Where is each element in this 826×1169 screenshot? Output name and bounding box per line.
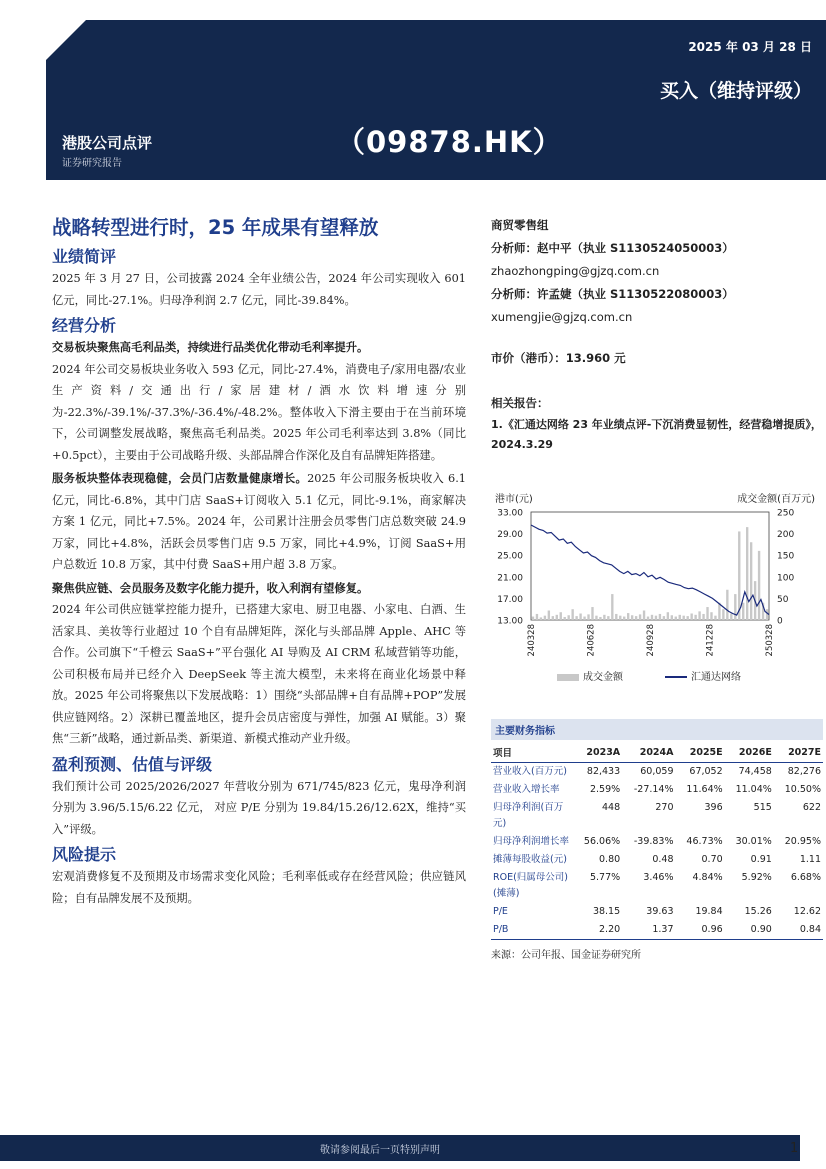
table-cell: 1.11 bbox=[799, 854, 821, 865]
volume-bar bbox=[746, 527, 748, 620]
table-cell: 4.84% bbox=[692, 872, 723, 883]
volume-bar bbox=[742, 603, 744, 620]
y-tick-label-left: 29.00 bbox=[497, 530, 523, 541]
table-row bbox=[491, 781, 823, 799]
volume-bar bbox=[556, 615, 558, 620]
paragraph: 2025 年 3 月 27 日，公司披露 2024 全年业绩公告，2024 年公司实现收入 601 亿元，同比-27.1%。归母净利润 2.7 亿元，同比-39.84%。 bbox=[52, 272, 466, 307]
table-cell: 74,458 bbox=[738, 766, 772, 777]
y-axis-right-label: 成交金额(百万元) bbox=[737, 494, 815, 505]
volume-bar bbox=[643, 610, 645, 620]
row-label: 营业收入增长率 bbox=[493, 784, 560, 795]
volume-bar bbox=[647, 617, 649, 620]
price-line bbox=[531, 525, 769, 615]
analyst-2: 分析师：许孟婕（执业 S1130522080003） bbox=[491, 287, 734, 301]
volume-bar bbox=[607, 616, 609, 620]
x-tick-label: 240628 bbox=[586, 624, 597, 657]
financial-table bbox=[491, 740, 823, 940]
table-header-row bbox=[491, 740, 823, 763]
report-date: 2025 年 03 月 28 日 bbox=[688, 40, 812, 54]
x-tick-label: 241228 bbox=[705, 624, 716, 657]
volume-bar bbox=[714, 616, 716, 620]
y-tick-label-right: 0 bbox=[777, 616, 783, 627]
table-cell: 5.92% bbox=[741, 872, 772, 883]
y-tick-label-left: 13.00 bbox=[497, 616, 523, 627]
table-cell: 12.62 bbox=[793, 906, 821, 917]
table-cell: 82,433 bbox=[586, 766, 621, 777]
banner-notch bbox=[46, 20, 86, 60]
table-row bbox=[491, 903, 823, 921]
table-cell: 0.80 bbox=[599, 854, 621, 865]
table-row bbox=[491, 763, 823, 782]
table-cell: 82,276 bbox=[787, 766, 821, 777]
volume-bar bbox=[750, 542, 752, 620]
volume-bar bbox=[683, 616, 685, 620]
chart-plot bbox=[491, 486, 821, 666]
volume-bar bbox=[611, 594, 613, 620]
volume-bar bbox=[623, 617, 625, 620]
paragraph-body: 2025 年公司服务板块收入 6.1 亿元，同比-6.8%，其中门店 SaaS+订阅收入 5.1 亿元，同比-9.1%，商家解决方案 1 亿元，同比+7.5%。2024 年，公司累计注册会员零售门店总数突破 24.9 万家，同比+4.8%，活跃会员零售门店 9.5 万家，同比+4.9%，订阅 SaaS+用户总数近 10.8 万家，其中付费 SaaS+用户超 3.8 万家。 bbox=[52, 472, 466, 571]
table-cell: 5.77% bbox=[589, 872, 621, 883]
page-number: 1 bbox=[790, 1141, 799, 1156]
table-header-cell: 项目 bbox=[491, 740, 573, 763]
volume-bar bbox=[694, 615, 696, 620]
legend-label: 汇通达网络 bbox=[691, 672, 741, 683]
table-cell: 515 bbox=[753, 802, 772, 813]
table-body bbox=[491, 763, 823, 940]
volume-bar bbox=[663, 616, 665, 620]
volume-bar bbox=[575, 616, 577, 620]
x-tick-label: 240328 bbox=[527, 624, 537, 657]
report-type: 港股公司点评 bbox=[62, 134, 153, 152]
table-row bbox=[491, 869, 823, 903]
volume-bar bbox=[579, 614, 581, 620]
y-tick-label-right: 100 bbox=[777, 573, 795, 584]
volume-bar bbox=[698, 611, 700, 620]
volume-bar bbox=[619, 616, 621, 620]
legend-item-volume bbox=[557, 668, 623, 683]
table-header-cell: 2025E bbox=[676, 740, 725, 763]
y-tick-label-right: 150 bbox=[777, 551, 795, 562]
report-subtitle: 证券研究报告 bbox=[62, 158, 122, 169]
y-tick-label-left: 33.00 bbox=[497, 508, 523, 519]
legend-label: 成交金额 bbox=[583, 672, 623, 683]
volume-bar bbox=[635, 616, 637, 620]
footer-bar bbox=[0, 1135, 800, 1161]
volume-bar bbox=[758, 551, 760, 620]
row-label: ROE(归属母公司)(摊薄) bbox=[493, 872, 568, 899]
volume-bar bbox=[560, 612, 562, 620]
analyst-1: 分析师：赵中平（执业 S1130524050003） bbox=[491, 241, 734, 255]
volume-bar bbox=[567, 615, 569, 620]
row-label: P/E bbox=[493, 906, 508, 917]
volume-bar bbox=[587, 614, 589, 620]
table-cell: 270 bbox=[655, 802, 674, 813]
table-row bbox=[491, 833, 823, 851]
y-tick-label-left: 21.00 bbox=[497, 573, 523, 584]
financial-table-title: 主要财务指标 bbox=[491, 719, 823, 740]
volume-bar bbox=[571, 609, 573, 620]
table-cell: 30.01% bbox=[735, 836, 772, 847]
table-cell: -39.83% bbox=[633, 836, 674, 847]
table-header-cell: 2026E bbox=[725, 740, 774, 763]
price-chart bbox=[491, 486, 821, 686]
plot-frame bbox=[531, 512, 769, 620]
table-cell: 1.37 bbox=[622, 921, 675, 940]
table-cell: 6.68% bbox=[790, 872, 821, 883]
row-label: 摊薄每股收益(元) bbox=[493, 854, 567, 865]
volume-bar bbox=[738, 531, 740, 620]
y-tick-label-left: 25.00 bbox=[497, 551, 523, 562]
paragraph: 宏观消费修复不及预期及市场需求变化风险；毛利率低或存在经营风险；供应链风险；自有品牌发展不及预期。 bbox=[52, 870, 466, 905]
sector-label: 商贸零售组 bbox=[491, 218, 549, 232]
section-heading: 业绩简评 bbox=[52, 247, 117, 266]
table-cell: 19.84 bbox=[695, 906, 723, 917]
related-report-link[interactable]: 1.《汇通达网络 23 年业绩点评-下沉消费显韧性，经营稳增提质》，2024.3.29 bbox=[491, 418, 822, 451]
table-cell: 2.20 bbox=[573, 921, 622, 940]
table-cell: 0.91 bbox=[750, 854, 772, 865]
volume-bar bbox=[540, 617, 542, 620]
main-content bbox=[52, 214, 466, 909]
volume-bar bbox=[706, 607, 708, 620]
volume-bar bbox=[564, 617, 566, 620]
table-cell: 622 bbox=[802, 802, 821, 813]
table-cell: 0.90 bbox=[725, 921, 774, 940]
volume-bar bbox=[710, 612, 712, 620]
x-tick-label: 250328 bbox=[765, 624, 775, 657]
table-cell: 46.73% bbox=[686, 836, 723, 847]
volume-bar bbox=[659, 614, 661, 620]
table-cell: 3.46% bbox=[643, 872, 674, 883]
volume-bar bbox=[655, 616, 657, 620]
row-label: 归母净利润(百万元) bbox=[493, 802, 564, 829]
volume-bar bbox=[671, 615, 673, 620]
volume-bar bbox=[615, 614, 617, 620]
paragraph: 2024 年公司交易板块业务收入 593 亿元，同比-27.4%，消费电子/家用电器/农业生产资料/交通出行/家居建材/酒水饮料增速分别为-22.3%/-39.1%/-37.3%/-36.4%/-48.2%。整体收入下滑主要由于在当前环境下，公司调整发展战略，聚焦高毛利品类。2025 年公司毛利率达到 3.8%（同比+0.5pct），主要由于公司战略升级、头部品牌合作深化及自有品牌矩阵搭建。 bbox=[52, 362, 466, 462]
volume-bar bbox=[548, 610, 550, 620]
volume-bar bbox=[766, 609, 768, 620]
table-cell: 11.04% bbox=[735, 784, 772, 795]
table-source: 来源：公司年报、国金证券研究所 bbox=[491, 950, 641, 961]
volume-bar bbox=[667, 612, 669, 620]
table-cell: 11.64% bbox=[686, 784, 723, 795]
table-cell: 38.15 bbox=[592, 906, 621, 917]
table-cell: 0.84 bbox=[774, 921, 823, 940]
volume-bar bbox=[679, 615, 681, 620]
header-banner bbox=[46, 20, 826, 180]
y-tick-label-left: 17.00 bbox=[497, 594, 523, 605]
row-label: 营业收入(百万元) bbox=[493, 766, 567, 777]
table-cell: 60,059 bbox=[640, 766, 674, 777]
volume-bar bbox=[583, 617, 585, 620]
legend-bar-swatch bbox=[557, 674, 579, 681]
volume-bar bbox=[552, 616, 554, 620]
row-label: P/B bbox=[491, 921, 573, 940]
row-label: 归母净利润增长率 bbox=[493, 836, 570, 847]
volume-bar bbox=[599, 617, 601, 620]
table-cell: 0.96 bbox=[676, 921, 725, 940]
analyst-2-email[interactable]: xumengjie@gjzq.com.cn bbox=[491, 310, 633, 324]
table-cell: 56.06% bbox=[583, 836, 621, 847]
volume-bar bbox=[544, 616, 546, 620]
analyst-1-email[interactable]: zhaozhongping@gjzq.com.cn bbox=[491, 264, 660, 278]
volume-bar bbox=[591, 607, 593, 620]
section-heading: 盈利预测、估值与评级 bbox=[52, 754, 213, 774]
table-cell: 15.26 bbox=[744, 906, 772, 917]
y-axis-left-label: 港市(元) bbox=[495, 494, 533, 505]
footer-disclaimer: 敬请参阅最后一页特别声明 bbox=[320, 1145, 440, 1156]
volume-bar bbox=[603, 615, 605, 620]
volume-bar bbox=[627, 613, 629, 620]
section-heading: 风险提示 bbox=[52, 845, 117, 864]
table-cell: 0.48 bbox=[652, 854, 674, 865]
table-cell: 39.63 bbox=[646, 906, 674, 917]
paragraph: 我们预计公司 2025/2026/2027 年营收分别为 671/745/823 亿元，鬼母净利润分别为 3.96/5.15/6.22 亿元， 对应 P/E 分别为 19.84/15.26/12.62X，维持“买入”评级。 bbox=[52, 779, 466, 836]
table-header-cell: 2027E bbox=[774, 740, 823, 763]
legend-item-price bbox=[665, 668, 741, 683]
table-header-cell: 2024A bbox=[622, 740, 675, 763]
section-heading: 经营分析 bbox=[52, 316, 117, 335]
paragraph-lead: 聚焦供应链、会员服务及数字化能力提升，收入利润有望修复。 bbox=[52, 580, 369, 595]
table-cell: 2.59% bbox=[589, 784, 621, 795]
paragraph-lead: 服务板块整体表现稳健，会员门店数量健康增长。 bbox=[52, 471, 308, 485]
financial-table-block bbox=[491, 719, 823, 961]
volume-bar bbox=[686, 616, 688, 620]
table-cell: 0.70 bbox=[701, 854, 723, 865]
volume-bar bbox=[730, 614, 732, 620]
volume-bar bbox=[651, 615, 653, 620]
x-tick-label: 240928 bbox=[646, 624, 656, 657]
paragraph bbox=[52, 468, 466, 576]
y-tick-label-right: 250 bbox=[777, 508, 795, 519]
table-row bbox=[491, 799, 823, 833]
table-cell: 396 bbox=[704, 802, 723, 813]
volume-bar bbox=[675, 617, 677, 620]
volume-bar bbox=[722, 609, 724, 620]
table-row bbox=[491, 851, 823, 869]
table-row bbox=[491, 921, 823, 940]
paragraph-lead: 交易板块聚焦高毛利品类，持续进行品类优化带动毛利率提升。 bbox=[52, 340, 369, 354]
volume-bar bbox=[639, 614, 641, 620]
table-cell: 67,052 bbox=[689, 766, 723, 777]
volume-bar bbox=[690, 614, 692, 620]
report-title: 战略转型进行时，25 年成果有望释放 bbox=[52, 216, 379, 239]
y-tick-label-right: 50 bbox=[777, 594, 789, 605]
table-cell: -27.14% bbox=[633, 784, 674, 795]
volume-bar bbox=[595, 616, 597, 620]
market-price: 市价（港币）：13.960 元 bbox=[491, 351, 626, 365]
volume-bar bbox=[631, 615, 633, 620]
volume-bar bbox=[734, 594, 736, 620]
volume-bar bbox=[536, 614, 538, 620]
table-header-cell: 2023A bbox=[573, 740, 622, 763]
stock-code: （09878.HK） bbox=[336, 125, 563, 159]
rating-label: 买入（维持评级） bbox=[659, 80, 812, 102]
legend-line-swatch bbox=[665, 676, 687, 678]
table-cell: 10.50% bbox=[784, 784, 821, 795]
table-cell: 448 bbox=[602, 802, 621, 813]
volume-bar bbox=[726, 590, 728, 620]
paragraph: 2024 年公司供应链掌控能力提升，已搭建大家电、厨卫电器、小家电、白酒、生活家具、美妆等行业超过 10 个自有品牌矩阵，深化与头部品牌 Apple、AHC 等合作。公司旗下“千橙云 SaaS+”平台强化 AI 导购及 AI CRM 私域营销等功能，公司积极布局并已经介入 DeepSeek 等主流大模型，未来将在商业化场景中释放。2025 年公司将聚焦以下发展战略：1）围绕“头部品牌+自有品牌+POP”发展供应链网络。2）深耕已覆盖地区，提升会员店密度与弹性，加强 AI 赋能。3）聚焦“三新”战略，通过新品类、新渠道、新模式推动产业升级。 bbox=[52, 603, 466, 745]
sidebar bbox=[491, 214, 823, 455]
table-cell: 20.95% bbox=[784, 836, 821, 847]
volume-bar bbox=[532, 617, 534, 620]
y-tick-label-right: 200 bbox=[777, 530, 795, 541]
related-label: 相关报告： bbox=[491, 396, 549, 410]
volume-bar bbox=[702, 614, 704, 620]
